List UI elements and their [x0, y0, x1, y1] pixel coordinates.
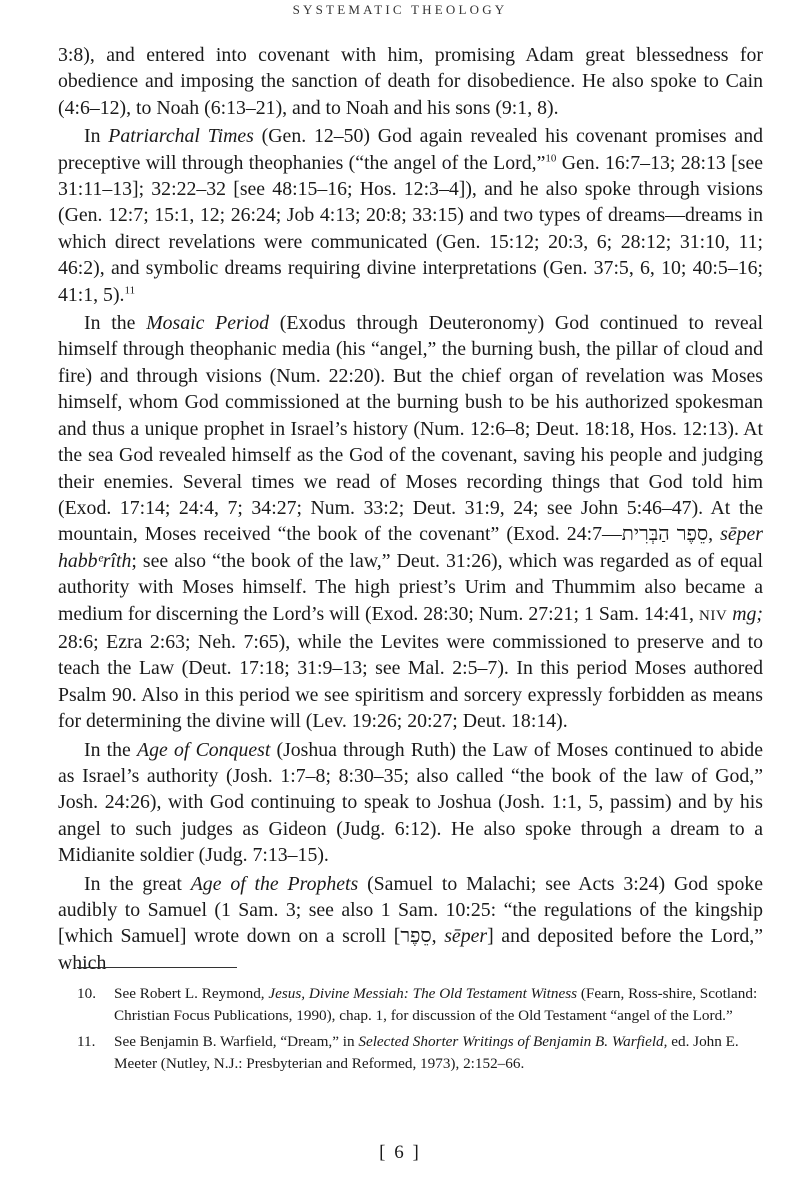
footnotes: [77, 983, 769, 1079]
text-run: ,: [431, 925, 445, 948]
paragraph: [58, 123, 763, 308]
footnote-text: [114, 1031, 769, 1075]
text-run: mg;: [727, 602, 763, 625]
text-run: Gen. 16:7–13; 28:13 [see 31:11–13]; 32:22–32 [see 48:15–16; Hos. 12:3–4]), and he also spoke through visions (Gen. 12:7; 15:1, 12; 26:24; Job 4:13; 20:8; 33:15) and two types of dreams—dreams in which direct revelations were communicated (Gen. 15:12; 20:3, 6; 28:12; 31:10, 11; 46:2), and symbolic dreams requiring divine interpretations (Gen. 37:5, 6, 10; 40:5–16; 41:1, 5).: [58, 151, 763, 306]
footnote-text: [114, 983, 769, 1027]
section-term: Age of Conquest: [137, 738, 271, 761]
paragraph: [58, 310, 763, 735]
transliteration: sēper habbᵉrîth: [58, 523, 763, 572]
footnote-rule: [77, 967, 237, 968]
section-term: Patriarchal Times: [108, 125, 254, 148]
footnote: [77, 1031, 769, 1075]
text-run: (Samuel to Malachi; see Acts 3:24) God spoke audibly to Samuel (1 Sam. 3; see also 1 Sam. 10:25: “the regulations of the kingship [which Samuel] wrote down on a scroll [: [58, 872, 764, 948]
text-run: 28:6; Ezra 2:63; Neh. 7:65), while the Levites were commissioned to preserve and to teach the Law (Deut. 17:18; 31:9–13; see Mal. 2:5–7). In this period Moses authored Psalm 90. Also in this period we see spiritism and sorcery expressly forbidden as means for determining the divine will (Lev. 19:26; 20:27; Deut. 18:14).: [58, 630, 763, 733]
text-run: ,: [708, 523, 721, 546]
transliteration: sēper: [444, 925, 488, 948]
footnote-number: 11.: [77, 1033, 96, 1050]
text-run: (Joshua through Ruth) the Law of Moses continued to abide as Israel’s authority (Josh. 1:7–8; 8:30–35; also called “the book of the law of God,” Josh. 24:26), with God continuing to speak to Joshua (Josh. 1:1, 5, passim) and by his angel to such judges as Gideon (Judg. 6:12). He also spoke through a dream to a Midianite soldier (Judg. 7:13–15).: [58, 738, 763, 867]
paragraph: [58, 737, 763, 869]
text-run: In the: [84, 738, 138, 761]
text-run: (Gen. 12–50) God again revealed his covenant promises and preceptive will through theophanies (“the angel of the Lord,”: [58, 125, 763, 174]
text-run: ; see also “the book of the law,” Deut. 31:26), which was regarded as of equal authority with Moses himself. The high priest’s Urim and Thummim also became a medium for discerning the Lord’s will (Exod. 28:30; Num. 27:21; 1 Sam. 14:41,: [58, 549, 763, 625]
section-term: Age of the Prophets: [190, 872, 359, 895]
text-run: In: [84, 125, 109, 148]
text-run: (Exodus through Deuteronomy) God continued to reveal himself through theophanic media (his “angel,” the burning bush, the pillar of cloud and fire) and through visions (Num. 22:20). But the chief organ of revelation was Moses himself, whom God commissioned at the burning bush to be his authorized spokesman and thus a unique prophet in Israel’s history (Num. 12:6–8; Deut. 18:18, Hos. 12:13). At the sea God revealed himself as the God of the covenant, saving his people and judging their enemies. Several times we read of Moses recording things that God told him (Exod. 17:14; 24:4, 7; 34:27; Num. 33:2; Deut. 31:9, 24; see John 5:46–47). At the mountain, Moses received “the book of the covenant” (Exod. 24:7—: [58, 312, 763, 546]
book-title: Selected Shorter Writings of Benjamin B. Warfield: [358, 1033, 664, 1050]
page-number: [ 6 ]: [379, 1142, 421, 1163]
hebrew-text: סֵפֶר הַבְּרִית: [621, 523, 709, 546]
text-run: See Benjamin B. Warfield, “Dream,” in: [114, 1033, 359, 1050]
text-run: In the: [84, 312, 147, 335]
version-abbrev: NIV: [699, 607, 728, 624]
main-text: [58, 42, 763, 976]
footnote-ref: 10: [545, 152, 557, 165]
hebrew-text: סֵפֶר: [400, 925, 432, 948]
text-run: See Robert L. Reymond,: [114, 985, 269, 1002]
running-head: SYSTEMATIC THEOLOGY: [292, 2, 508, 17]
book-title: Jesus, Divine Messiah: The Old Testament Witness: [268, 985, 578, 1002]
text-run: ] and deposited before the Lord,” which: [58, 925, 764, 974]
text-run: (Fearn, Ross-shire, Scotland: Christian Focus Publications, 1990), chap. 1, for discussion of the Old Testament “angel of the Lord.”: [114, 985, 758, 1024]
footnote-number: 10.: [77, 985, 96, 1002]
section-term: Mosaic Period: [146, 312, 270, 335]
text-run: 3:8), and entered into covenant with him, promising Adam great blessedness for obedience and imposing the sanction of death for disobedience. He also spoke to Cain (4:6–12), to Noah (6:13–21), and to Noah and his sons (9:1, 8).: [58, 44, 763, 119]
paragraph: [58, 42, 763, 121]
text-run: , ed. John E. Meeter (Nutley, N.J.: Presbyterian and Reformed, 1973), 2:152–66.: [114, 1033, 739, 1072]
paragraph: [58, 871, 763, 977]
footnote-ref: 11: [124, 284, 136, 297]
text-run: In the great: [84, 872, 191, 895]
footnote: [77, 983, 769, 1027]
